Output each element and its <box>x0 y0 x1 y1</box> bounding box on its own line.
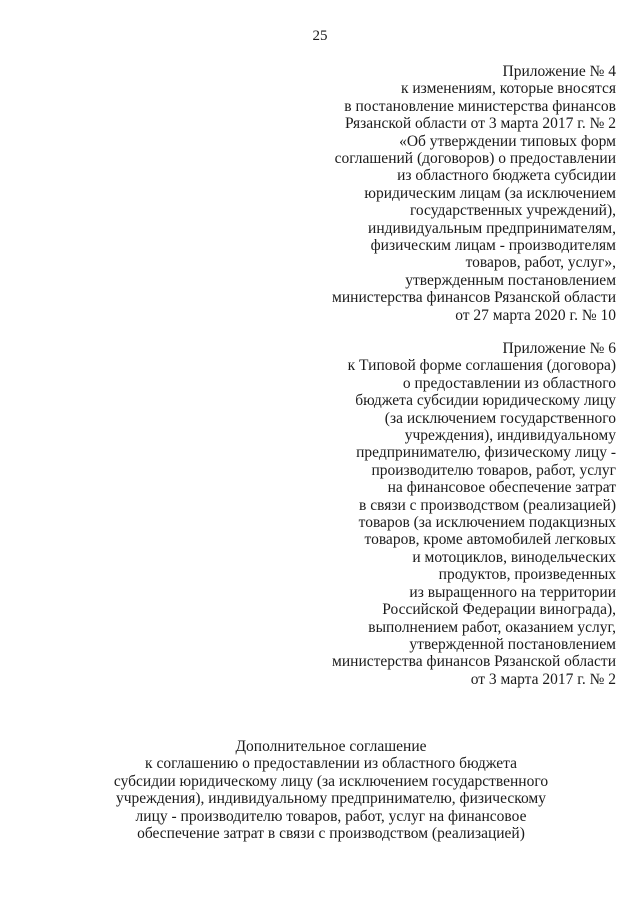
appendix-4-line: к изменениям, которые вносятся <box>400 80 616 98</box>
appendix-6-line: на финансовое обеспечение затрат <box>387 479 616 497</box>
appendix-6-header <box>332 340 616 688</box>
appendix-4-line: «Об утверждении типовых форм <box>399 132 616 150</box>
appendix-6-line: товаров, кроме автомобилей легковых <box>364 531 616 549</box>
appendix-6-line: о предоставлении из областного <box>402 374 616 392</box>
agreement-subtitle-line: субсидии юридическому лицу (за исключением государственного <box>113 772 549 790</box>
appendix-6-line: производителю товаров, работ, услуг <box>371 461 616 479</box>
appendix-6-line: бюджета субсидии юридическому лицу <box>355 392 616 410</box>
appendix-6-line: и мотоциклов, винодельческих <box>412 548 616 566</box>
agreement-title-block <box>0 738 640 842</box>
appendix-4-line: от 27 марта 2020 г. № 10 <box>455 306 616 324</box>
appendix-4-line: юридическим лицам (за исключением <box>364 184 616 202</box>
agreement-subtitle-line: лицу - производителю товаров, работ, услуг на финансовое <box>135 807 527 825</box>
appendix-4-line: из областного бюджета субсидии <box>397 167 616 185</box>
appendix-6-line: выполнением работ, оказанием услуг, <box>368 618 616 636</box>
agreement-subtitle-line: обеспечение затрат в связи с производством (реализацией) <box>137 825 525 843</box>
appendix-6-line: Приложение № 6 <box>502 340 616 357</box>
appendix-4-line: в постановление министерства финансов <box>344 97 616 115</box>
appendix-6-line: утвержденной постановлением <box>409 635 616 653</box>
appendix-6-line: министерства финансов Рязанской области <box>332 653 616 671</box>
appendix-4-line: индивидуальным предпринимателям, <box>368 219 616 237</box>
appendix-6-line: учреждения), индивидуальному <box>404 427 616 445</box>
appendix-4-line: государственных учреждений), <box>409 202 616 220</box>
appendix-6-line: из выращенного на территории <box>409 583 616 601</box>
appendix-6-line: в связи с производством (реализацией) <box>359 496 616 514</box>
appendix-4-line: физическим лицам - производителям <box>370 237 616 255</box>
agreement-title: Дополнительное соглашение <box>235 738 427 755</box>
appendix-6-line: к Типовой форме соглашения (договора) <box>347 357 616 375</box>
appendix-4-line: утвержденным постановлением <box>405 271 616 289</box>
appendix-6-line: Российской Федерации винограда), <box>382 601 616 619</box>
appendix-4-line: министерства финансов Рязанской области <box>332 289 616 307</box>
appendix-6-line: товаров (за исключением подакцизных <box>358 514 616 532</box>
appendix-6-line: продуктов, произведенных <box>438 566 616 584</box>
appendix-4-header <box>332 63 616 324</box>
appendix-4-line: Приложение № 4 <box>502 63 616 80</box>
appendix-6-line: (за исключением государственного <box>384 409 616 427</box>
page-number: 25 <box>312 28 328 44</box>
appendix-6-line: от 3 марта 2017 г. № 2 <box>470 670 616 688</box>
appendix-4-line: товаров, работ, услуг», <box>465 254 616 272</box>
appendix-4-line: соглашений (договоров) о предоставлении <box>334 150 616 168</box>
agreement-subtitle-line: учреждения), индивидуальному предпринимателю, физическому <box>116 790 546 808</box>
appendix-4-line: Рязанской области от 3 марта 2017 г. № 2 <box>344 115 616 133</box>
appendix-6-line: предпринимателю, физическому лицу - <box>356 444 616 462</box>
agreement-subtitle-line: к соглашению о предоставлении из областного бюджета <box>145 755 517 773</box>
